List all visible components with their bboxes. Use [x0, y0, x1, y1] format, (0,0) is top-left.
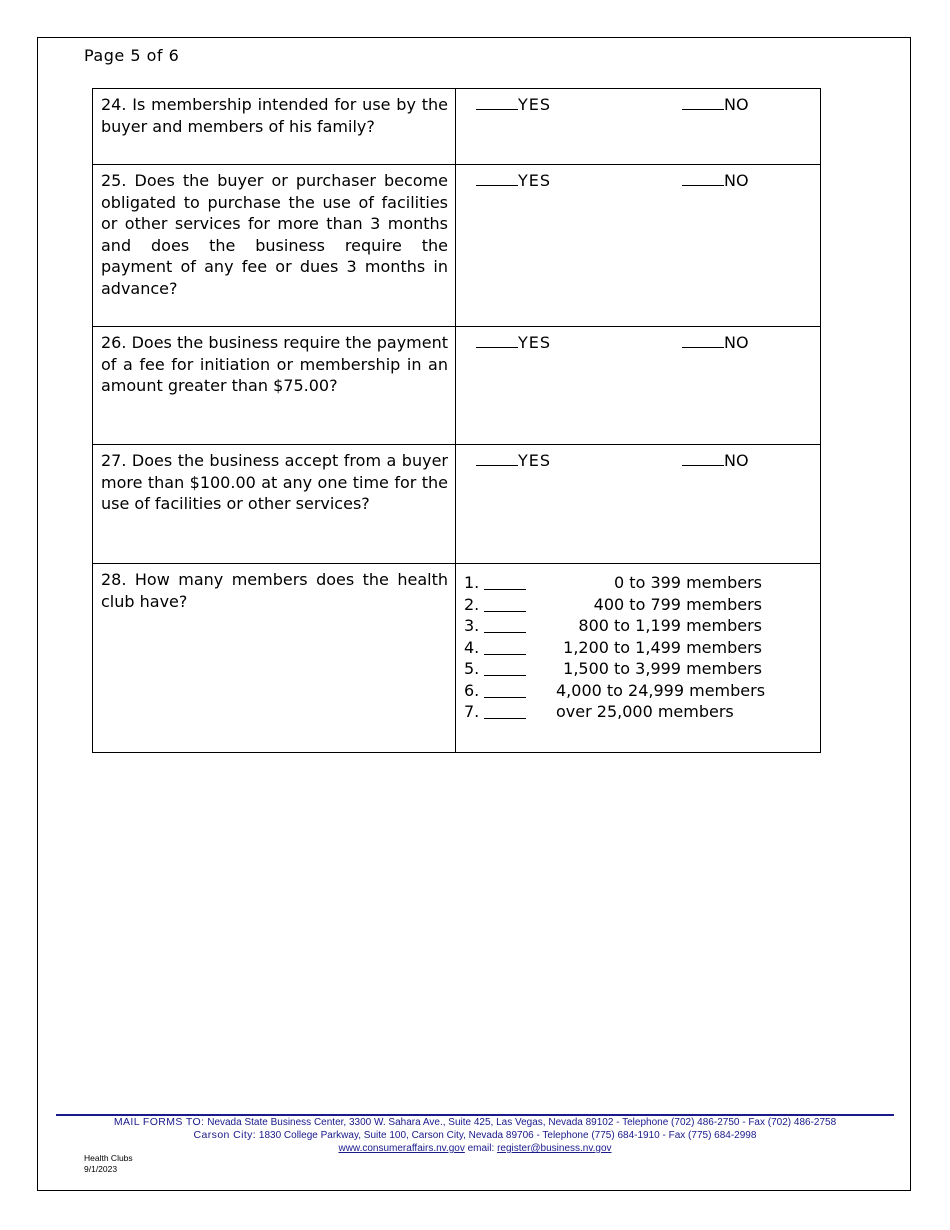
no-option[interactable]: NO [682, 94, 749, 116]
question-row-25 [93, 165, 821, 327]
form-date: 9/1/2023 [84, 1164, 118, 1174]
yes-no-answer [456, 165, 821, 327]
form-name: Health Clubs [84, 1153, 133, 1163]
question-row-24 [93, 89, 821, 165]
footer-line-2: Carson City: 1830 College Parkway, Suite 100, Carson City, Nevada 89706 - Telephone (775) 684-1910 - Fax (775) 684-2998 [193, 1129, 757, 1141]
yes-blank[interactable] [476, 332, 518, 348]
no-option[interactable]: NO [682, 450, 749, 472]
question-text: 28. How many members does the health club have? [93, 564, 456, 753]
member-range-option[interactable]: 6. 4,000 to 24,999 members [464, 680, 766, 700]
range-blank[interactable] [484, 682, 526, 698]
footer-line-1: MAIL FORMS TO: Nevada State Business Center, 3300 W. Sahara Ave., Suite 425, Las Vegas, Nevada 89102 - Telephone (702) 486-2750 - Fax (702) 486-2758 [113, 1116, 837, 1128]
no-option[interactable]: NO [682, 332, 749, 354]
email-link[interactable]: register@business.nv.gov [497, 1143, 612, 1154]
yes-no-answer [456, 445, 821, 564]
range-blank[interactable] [484, 703, 526, 719]
member-range-option[interactable]: 1. 0 to 399 members [464, 573, 762, 592]
footer [56, 1116, 894, 1155]
question-text: 26. Does the business require the payment of a fee for initiation or membership in an amount greater than $75.00? [93, 327, 456, 445]
no-blank[interactable] [682, 170, 724, 186]
member-range-option[interactable]: 3. 800 to 1,199 members [464, 616, 762, 635]
yes-blank[interactable] [476, 450, 518, 466]
no-blank[interactable] [682, 450, 724, 466]
no-option[interactable]: NO [682, 170, 749, 192]
footer-line-3: www.consumeraffairs.nv.gov email: register@business.nv.gov [338, 1143, 612, 1154]
yes-blank[interactable] [476, 170, 518, 186]
questions-table [92, 88, 821, 753]
yes-blank[interactable] [476, 94, 518, 110]
range-blank[interactable] [484, 617, 526, 633]
question-row-27 [93, 445, 821, 564]
member-range-option[interactable]: 2. 400 to 799 members [464, 594, 762, 614]
yes-no-answer [456, 89, 821, 165]
yes-option[interactable]: YES [476, 94, 551, 116]
range-blank[interactable] [484, 639, 526, 655]
member-range-list [464, 569, 812, 723]
range-blank[interactable] [484, 574, 526, 590]
range-blank[interactable] [484, 596, 526, 612]
range-blank[interactable] [484, 660, 526, 676]
question-text: 27. Does the business accept from a buyer more than $100.00 at any one time for the use of facilities or other services? [93, 445, 456, 564]
question-text: 25. Does the buyer or purchaser become obligated to purchase the use of facilities or other services for more than 3 months and does the business require the payment of any fee or dues 3 months in advance? [93, 165, 456, 327]
question-text: 24. Is membership intended for use by the buyer and members of his family? [93, 89, 456, 165]
page-number: Page 5 of 6 [84, 46, 180, 65]
form-id [84, 1153, 133, 1175]
member-range-option[interactable]: 7. over 25,000 members [464, 702, 734, 721]
yes-option[interactable]: YES [476, 450, 551, 472]
website-link[interactable]: www.consumeraffairs.nv.gov [338, 1143, 465, 1154]
yes-option[interactable]: YES [476, 170, 551, 192]
question-row-26 [93, 327, 821, 445]
no-blank[interactable] [682, 94, 724, 110]
question-row-28 [93, 564, 821, 753]
yes-option[interactable]: YES [476, 332, 551, 354]
no-blank[interactable] [682, 332, 724, 348]
member-range-option[interactable]: 5. 1,500 to 3,999 members [464, 659, 762, 678]
member-range-answer [456, 564, 821, 753]
member-range-option[interactable]: 4. 1,200 to 1,499 members [464, 637, 762, 657]
yes-no-answer [456, 327, 821, 445]
